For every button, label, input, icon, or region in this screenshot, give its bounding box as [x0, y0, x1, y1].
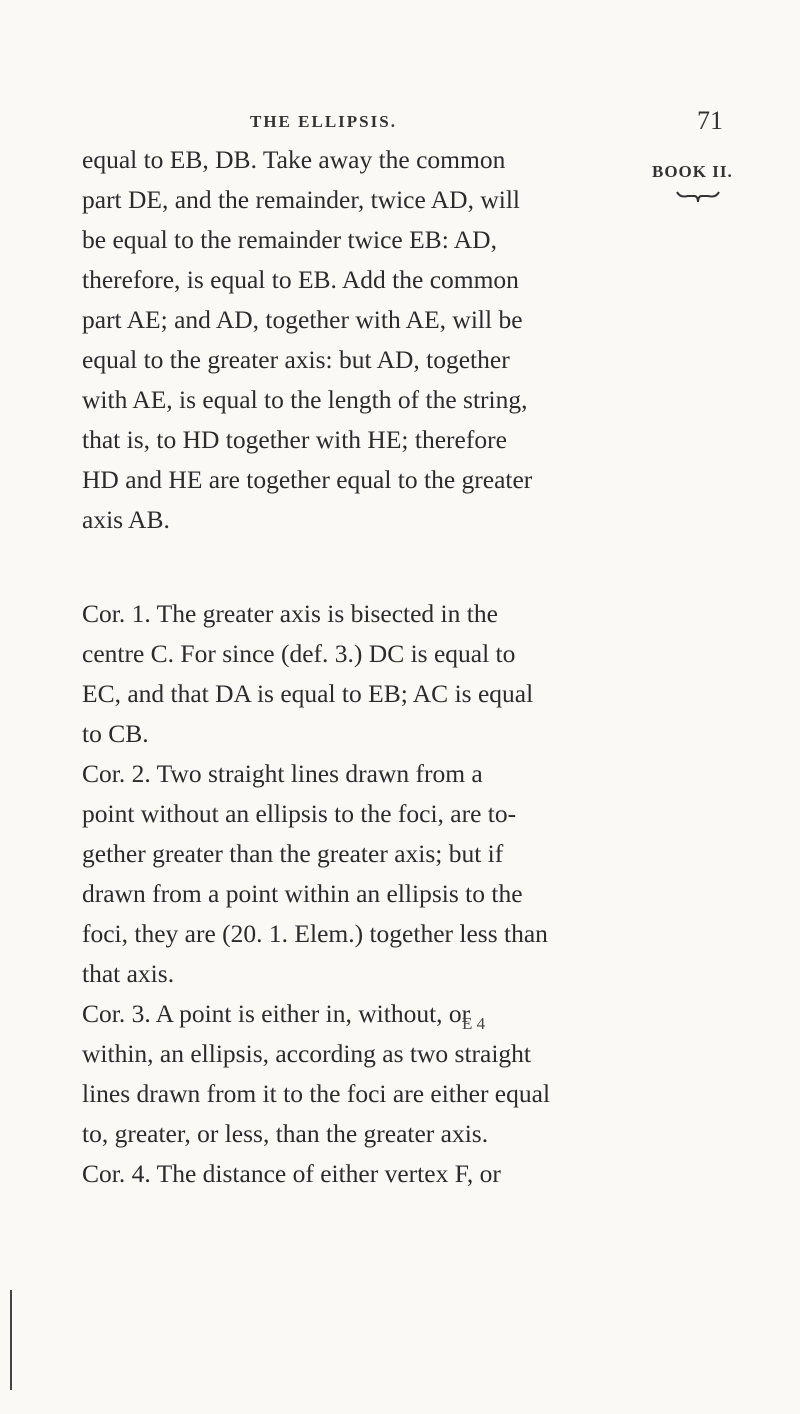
text-line: therefore, is equal to EB. Add the common [82, 265, 519, 294]
text-line: lines drawn from it to the foci are either equal [82, 1079, 551, 1108]
text-line: foci, they are (20. 1. Elem.) together less than [82, 919, 548, 948]
text-line: that is, to HD together with HE; therefore [82, 425, 507, 454]
text-line: Cor. 2. Two straight lines drawn from a [82, 759, 483, 788]
corollary-1 [82, 594, 642, 754]
corollary-2 [82, 754, 642, 994]
text-line: point without an ellipsis to the foci, are to- [82, 799, 517, 828]
text-line: Cor. 1. The greater axis is bisected in the [82, 599, 498, 628]
page-body [82, 140, 642, 1194]
text-line: drawn from a point within an ellipsis to the [82, 879, 523, 908]
text-line: with AE, is equal to the length of the string, [82, 385, 528, 414]
margin-rule [10, 1290, 12, 1390]
text-line: gether greater than the greater axis; but if [82, 839, 504, 868]
margin-note: BOOK II. [652, 162, 733, 181]
text-line: to CB. [82, 719, 149, 748]
text-line: Cor. 4. The distance of either vertex F, or [82, 1159, 501, 1188]
text-line: equal to the greater axis: but AD, together [82, 345, 510, 374]
text-line: part AE; and AD, together with AE, will be [82, 305, 523, 334]
corollary-3 [82, 994, 642, 1194]
text-line: be equal to the remainder twice EB: AD, [82, 225, 497, 254]
signature-mark: E 4 [462, 1014, 486, 1033]
text-line: axis AB. [82, 505, 170, 534]
text-line: EC, and that DA is equal to EB; AC is equal [82, 679, 534, 708]
text-line: Cor. 3. A point is either in, without, or [82, 999, 471, 1028]
paragraph-proof [82, 140, 642, 540]
text-line: to, greater, or less, than the greater axis. [82, 1119, 489, 1148]
text-line: centre C. For since (def. 3.) DC is equal to [82, 639, 516, 668]
text-line: that axis. [82, 959, 175, 988]
text-line: HD and HE are together equal to the greater [82, 465, 533, 494]
margin-brace-icon [676, 190, 720, 204]
text-line: part DE, and the remainder, twice AD, will [82, 185, 521, 214]
running-title: THE ELLIPSIS. [250, 112, 397, 131]
page-number: 71 [697, 106, 723, 135]
text-line: within, an ellipsis, according as two straight [82, 1039, 532, 1068]
text-line: equal to EB, DB. Take away the common [82, 145, 506, 174]
